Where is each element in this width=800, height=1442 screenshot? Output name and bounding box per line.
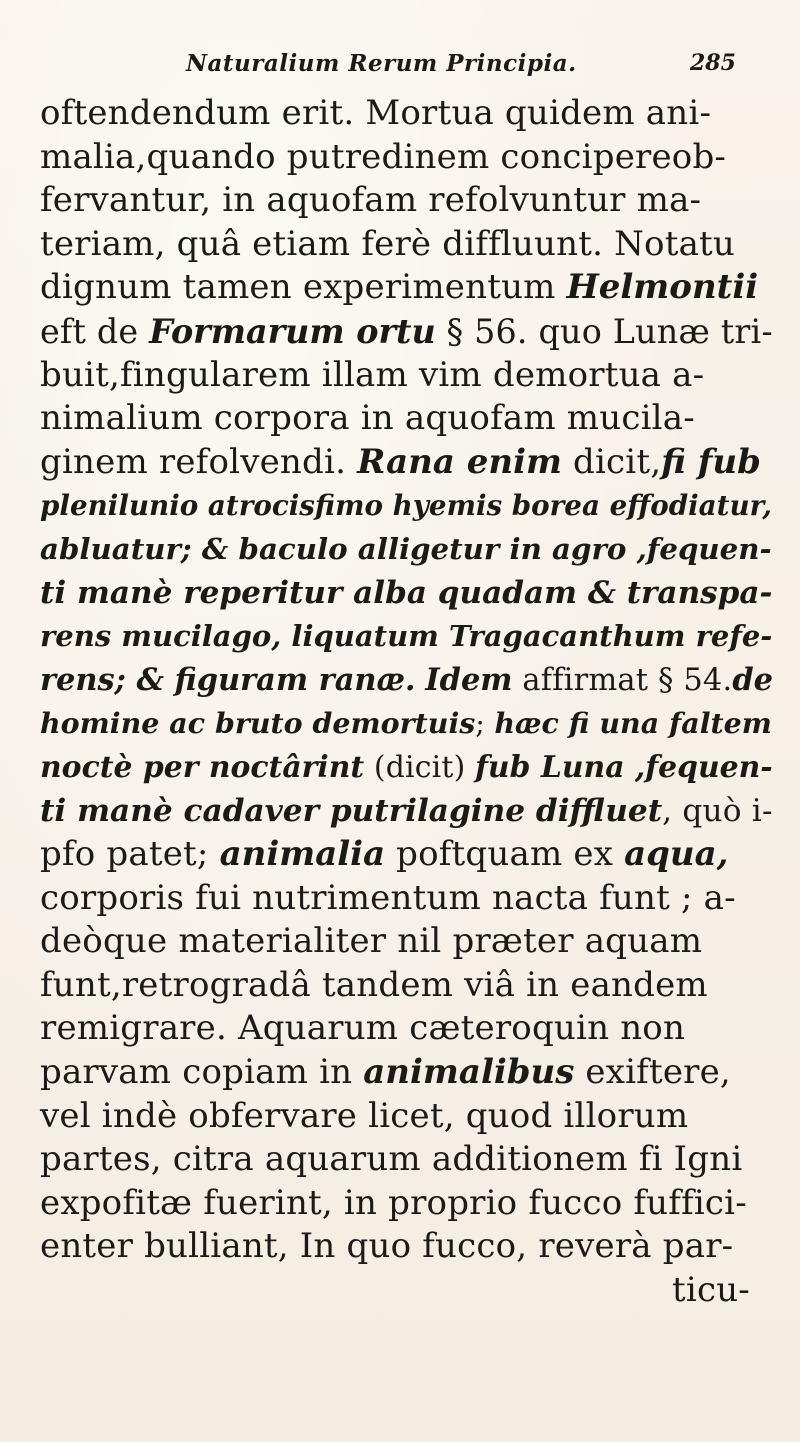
text-line: [40, 1182, 780, 1226]
text-run: [416, 663, 426, 698]
italic-run: ti manè reperitur alba quadam & transpa-: [40, 574, 773, 611]
text-line: [40, 92, 780, 136]
italic-run: fub Luna ,fequen-: [475, 749, 773, 785]
italic-run: homine ac bruto demortuis: [40, 706, 476, 741]
italic-run: animalibus: [363, 1052, 575, 1093]
text-line: [40, 877, 780, 921]
text-line: [40, 746, 780, 790]
text-run: ginem refolvendi.: [40, 441, 358, 482]
italic-run: Rana enim: [357, 441, 562, 482]
italic-run: noctè per noctârint: [40, 749, 365, 785]
text-line: [40, 659, 780, 703]
text-line: [40, 310, 780, 354]
text-line: [40, 964, 780, 1008]
running-title: Naturalium Rerum Principia.: [186, 50, 577, 77]
text-run: , quò i-: [662, 792, 773, 829]
text-line: [40, 572, 780, 616]
text-run: partes, citra aquarum additionem fi Igni: [40, 1139, 743, 1180]
text-run: ;: [475, 707, 495, 741]
body-text: [40, 92, 780, 1313]
text-line: [40, 441, 780, 485]
text-run: deòque materialiter nil præter aquam: [40, 921, 703, 962]
catchword: ticu-: [672, 1270, 750, 1311]
text-line: [40, 790, 780, 834]
text-run: § 56. quo Lunæ tri-: [435, 311, 773, 351]
text-line: [40, 702, 780, 746]
italic-run: hæc fi una faltem: [494, 706, 772, 741]
text-line: [40, 484, 780, 528]
text-line: [40, 920, 780, 964]
italic-run: ti manè cadaver putrilagine diffluet: [40, 792, 663, 829]
text-run: fervantur, in aquofam refolvuntur ma-: [40, 180, 702, 221]
text-line: [40, 1095, 780, 1139]
text-run: funt,retrogradâ tandem viâ in eandem: [40, 964, 708, 1005]
text-line: [40, 615, 780, 659]
text-run: (dicit): [364, 749, 476, 785]
italic-run: rens mucilago, liquatum Tragacanthum refe-: [40, 619, 773, 654]
italic-run: fi fub: [661, 441, 761, 482]
text-line: [40, 1051, 780, 1095]
text-line: [40, 223, 780, 267]
text-run: poftquam ex: [385, 834, 625, 875]
text-line: [40, 136, 780, 180]
text-run: pfo patet;: [40, 834, 220, 875]
italic-run: Helmontii: [566, 267, 759, 308]
text-run: vel indè obfervare licet, quod illorum: [40, 1095, 689, 1136]
text-line: [40, 266, 780, 310]
italic-run: abluatur; & baculo alligetur in agro ,fequen-: [40, 531, 772, 566]
text-run: corporis fui nutrimentum nacta funt ; a-: [40, 877, 736, 918]
running-head: [0, 50, 800, 90]
text-line: [40, 1138, 780, 1182]
text-line: [40, 1225, 780, 1269]
text-run: remigrare. Aquarum cæteroquin non: [40, 1008, 686, 1049]
italic-run: aqua,: [624, 834, 729, 875]
text-run: nimalium corpora in aquofam mucila-: [40, 398, 695, 439]
text-line: [40, 354, 780, 398]
text-run: exiftere,: [574, 1052, 731, 1093]
text-run: buit,fingularem illam vim demortua a-: [40, 354, 705, 395]
page-number: 285: [690, 50, 736, 76]
text-line: [40, 179, 780, 223]
text-line: [40, 833, 780, 877]
italic-run: animalia: [219, 834, 386, 875]
italic-run: rens; & figuram ranæ.: [40, 661, 416, 698]
text-run: affirmat § 54.: [512, 662, 733, 698]
text-run: dicit,: [562, 441, 662, 482]
text-run: expofitæ fuerint, in proprio fucco fuffici-: [40, 1182, 747, 1223]
text-run: oftendendum erit. Mortua quidem ani-: [40, 93, 712, 133]
text-run: eft de: [40, 311, 150, 351]
text-run: parvam copiam in: [40, 1052, 364, 1093]
text-line: [40, 528, 780, 572]
italic-run: Formarum ortu: [149, 311, 436, 351]
text-line: [40, 397, 780, 441]
text-run: enter bulliant, In quo fucco, reverà par-: [40, 1226, 734, 1267]
italic-run: Idem: [425, 661, 513, 698]
italic-run: de: [732, 661, 774, 698]
text-line: [40, 1007, 780, 1051]
text-run: malia,quando putredinem concipereob-: [40, 136, 727, 177]
text-run: dignum tamen experimentum: [40, 267, 567, 308]
text-run: teriam, quâ etiam ferè diffluunt. Notatu: [40, 223, 736, 264]
italic-run: plenilunio atrocisfimo hyemis borea effodiatur,: [40, 489, 772, 523]
